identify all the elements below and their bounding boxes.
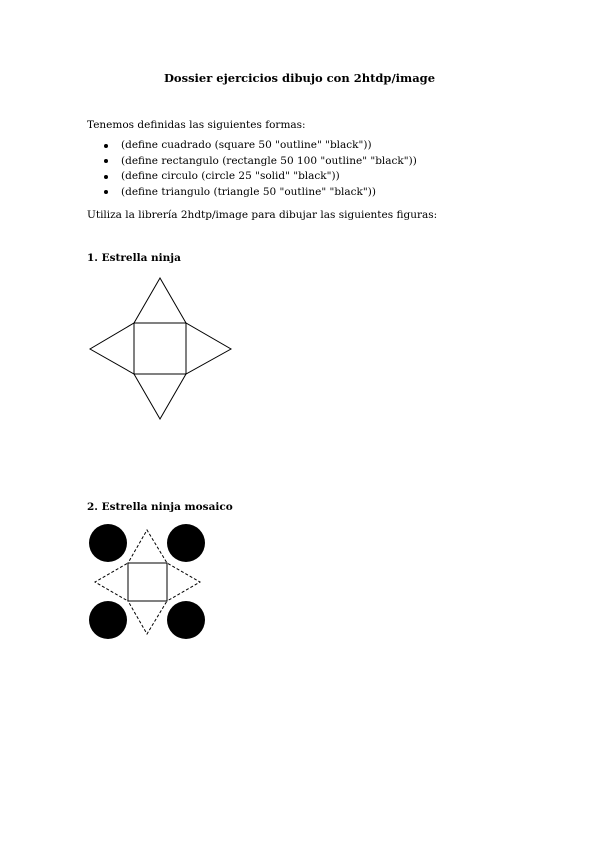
exercise-1-heading: 1. Estrella ninja — [87, 252, 181, 264]
instruction-text: Utiliza la librería 2hdtp/image para dibujar las siguientes figuras: — [87, 209, 438, 221]
mosaic-right-triangle — [167, 563, 200, 601]
definitions-list — [87, 138, 417, 200]
top-left-circle — [89, 524, 127, 562]
top-right-circle — [167, 524, 205, 562]
center-square — [134, 323, 186, 374]
definition-item: (define cuadrado (square 50 "outline" "black")) — [87, 138, 417, 154]
bottom-triangle — [134, 374, 186, 419]
bottom-right-circle — [167, 601, 205, 639]
document-title: Dossier ejercicios dibujo con 2htdp/image — [163, 71, 436, 85]
definition-item: (define circulo (circle 25 "solid" "black")) — [87, 169, 417, 185]
bottom-left-circle — [89, 601, 127, 639]
definition-item: (define rectangulo (rectangle 50 100 "outline" "black")) — [87, 154, 417, 170]
exercise-2-heading: 2. Estrella ninja mosaico — [87, 501, 233, 513]
definition-item: (define triangulo (triangle 50 "outline" "black")) — [87, 185, 417, 201]
left-triangle — [90, 323, 134, 374]
top-triangle — [134, 278, 186, 323]
mosaic-top-triangle — [128, 530, 167, 563]
right-triangle — [186, 323, 231, 374]
mosaic-bottom-triangle — [128, 601, 167, 634]
intro-text: Tenemos definidas las siguientes formas: — [87, 119, 306, 131]
mosaic-left-triangle — [95, 563, 128, 601]
mosaic-center-square — [128, 563, 167, 601]
